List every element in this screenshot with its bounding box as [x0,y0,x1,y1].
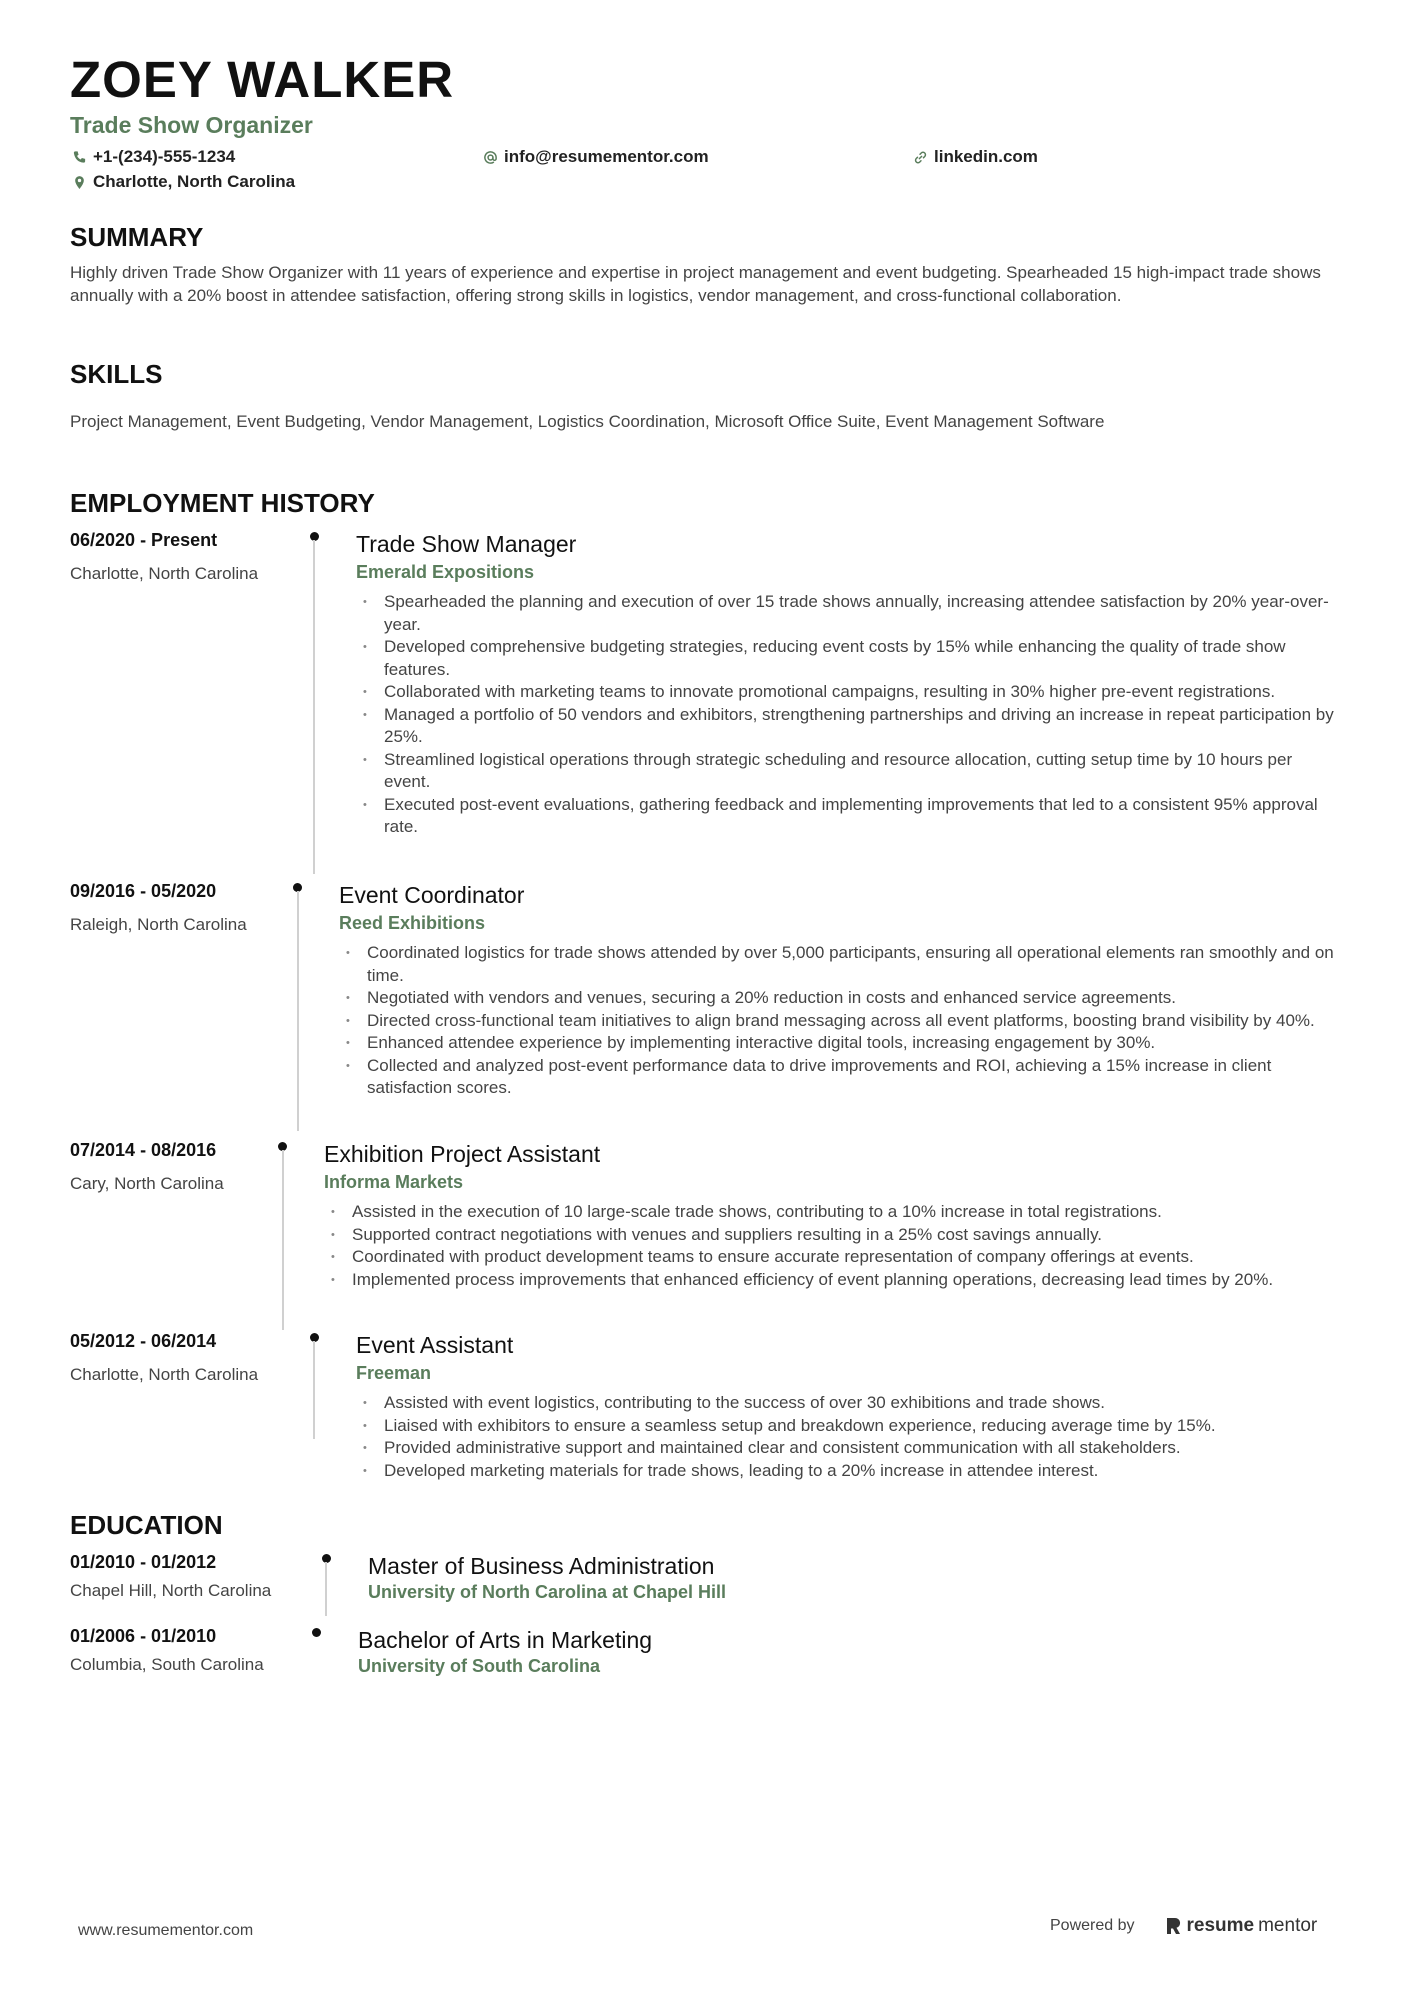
education-heading: EDUCATION [70,1510,223,1540]
summary-section [70,222,1335,307]
edu-details [358,1626,1328,1677]
edu-school: University of North Carolina at Chapel Hill [368,1582,727,1602]
bullet-item: • Assisted in the execution of 10 large-scale trade shows, contributing to a 10% increase in total registrations. [324,1201,1336,1224]
contact-phone[interactable] [72,147,235,167]
job-dates: 07/2014 - 08/2016 [70,1140,217,1160]
candidate-name: ZOEY WALKER [70,51,455,108]
edu-school: University of South Carolina [358,1656,601,1676]
edu-dates: 01/2006 - 01/2010 [70,1626,217,1646]
job-company: Emerald Expositions [356,562,535,582]
edu-location: Chapel Hill, North Carolina [70,1581,272,1600]
resume-page [70,51,1340,1676]
edu-location: Columbia, South Carolina [70,1655,264,1674]
location-pin-icon [72,175,87,190]
job-role: Event Assistant [356,1332,514,1358]
bullet-item: • Developed marketing materials for trade shows, leading to a 20% increase in attendee interest. [356,1460,1336,1483]
job-company: Reed Exhibitions [339,913,486,933]
bullet-item: • Streamlined logistical operations through strategic scheduling and resource allocation, cutting setup time by 10 hours per event. [356,749,1336,794]
timeline-dot [312,1628,321,1637]
bullet-item: • Developed comprehensive budgeting strategies, reducing event costs by 15% while enhancing the quality of trade show features. [356,636,1336,681]
edu-details [368,1552,1328,1603]
bullet-item: • Spearheaded the planning and execution of over 15 trade shows annually, increasing attendee satisfaction by 20% year-over-year. [356,591,1336,636]
contact-info [70,145,1340,195]
job-dates: 06/2020 - Present [70,530,218,550]
job-role: Exhibition Project Assistant [324,1141,601,1167]
job-bullets [324,1201,1336,1291]
timeline-line [313,1341,315,1439]
phone-text: +1-(234)-555-1234 [93,147,236,167]
bullet-item: • Negotiated with vendors and venues, securing a 20% reduction in costs and enhanced service agreements. [339,987,1336,1010]
job-bullets [339,942,1336,1100]
bullet-item: • Supported contract negotiations with venues and suppliers resulting in a 25% cost savings annually. [324,1224,1336,1247]
edu-degree: Master of Business Administration [368,1553,715,1579]
timeline-line [282,1150,284,1330]
bullet-item: • Enhanced attendee experience by implementing interactive digital tools, increasing engagement by 30%. [339,1032,1336,1055]
edu-degree: Bachelor of Arts in Marketing [358,1627,653,1653]
job-company: Freeman [356,1363,432,1383]
job-bullets [356,591,1336,839]
job-role: Trade Show Manager [356,531,577,557]
job-company: Informa Markets [324,1172,464,1192]
job-bullets [356,1392,1336,1482]
job-location: Cary, North Carolina [70,1174,224,1193]
bullet-item: • Collected and analyzed post-event performance data to drive improvements and ROI, achieving a 15% increase in client satisfaction scores. [339,1055,1336,1100]
employment-section [70,488,1340,1480]
job-location: Charlotte, North Carolina [70,564,259,583]
bullet-item: • Directed cross-functional team initiatives to align brand messaging across all event platforms, boosting brand visibility by 40%. [339,1010,1336,1033]
skills-heading: SKILLS [70,359,163,389]
job-location: Raleigh, North Carolina [70,915,247,934]
job-role: Event Coordinator [339,882,525,908]
bullet-item: • Executed post-event evaluations, gathering feedback and implementing improvements that led to a consistent 95% approval rate. [356,794,1336,839]
footer-branding [1050,1915,1317,1937]
job-details [339,881,1336,1100]
link-icon [913,150,928,165]
summary-heading: SUMMARY [70,222,204,252]
employment-heading: EMPLOYMENT HISTORY [70,488,375,518]
footer-website[interactable]: www.resumementor.com [78,1922,254,1939]
bullet-item: • Liaised with exhibitors to ensure a seamless setup and breakdown experience, reducing average time by 15%. [356,1415,1336,1438]
powered-by-text: Powered by [1050,1917,1135,1934]
job-details [356,1331,1336,1482]
job-dates: 09/2016 - 05/2020 [70,881,217,901]
timeline-line [325,1562,327,1616]
job-location: Charlotte, North Carolina [70,1365,259,1384]
contact-linkedin[interactable] [913,147,1038,167]
resumementor-logo[interactable] [1165,1915,1318,1937]
resumementor-logo-icon [1165,1916,1183,1936]
bullet-item: • Managed a portfolio of 50 vendors and exhibitors, strengthening partnerships and driving an increase in repeat participation by 25%. [356,704,1336,749]
contact-location [72,172,295,192]
skills-section [70,359,1250,434]
contact-email[interactable] [483,147,709,167]
bullet-item: • Collaborated with marketing teams to innovate promotional campaigns, resulting in 30% higher pre-event registrations. [356,681,1336,704]
timeline-line [313,540,315,874]
bullet-item: • Coordinated with product development teams to ensure accurate representation of company offerings at events. [324,1246,1336,1269]
bullet-item: • Coordinated logistics for trade shows attended by over 5,000 participants, ensuring all operational elements ran smoothly and on time. [339,942,1336,987]
timeline-line [297,891,299,1131]
job-dates: 05/2012 - 06/2014 [70,1331,217,1351]
bullet-item: • Implemented process improvements that enhanced efficiency of event planning operations, decreasing lead times by 20%. [324,1269,1336,1292]
brand-light: mentor [1258,1915,1318,1936]
job-details [324,1140,1336,1291]
job-details [356,530,1336,839]
bullet-item: • Assisted with event logistics, contributing to the success of over 30 exhibitions and trade shows. [356,1392,1336,1415]
at-icon [483,150,498,165]
email-text: info@resumementor.com [504,147,709,167]
edu-dates: 01/2010 - 01/2012 [70,1552,217,1572]
linkedin-text: linkedin.com [934,147,1038,167]
education-section [70,1510,1340,1676]
brand-bold: resume [1186,1915,1255,1936]
summary-text: Highly driven Trade Show Organizer with 11 years of experience and expertise in project management and event budgeting. Spearheaded 15 high-impact trade shows annually with a 20% boost in attendee satisfaction, offering strong skills in logistics, vendor management, and cross-functional collaboration. [70,263,1321,305]
skills-text: Project Management, Event Budgeting, Vendor Management, Logistics Coordination, Microsoft Office Suite, Event Management Software [70,412,1105,431]
location-text: Charlotte, North Carolina [93,172,296,192]
bullet-item: • Provided administrative support and maintained clear and consistent communication with all stakeholders. [356,1437,1336,1460]
job-title: Trade Show Organizer [70,112,313,139]
phone-icon [72,150,87,165]
